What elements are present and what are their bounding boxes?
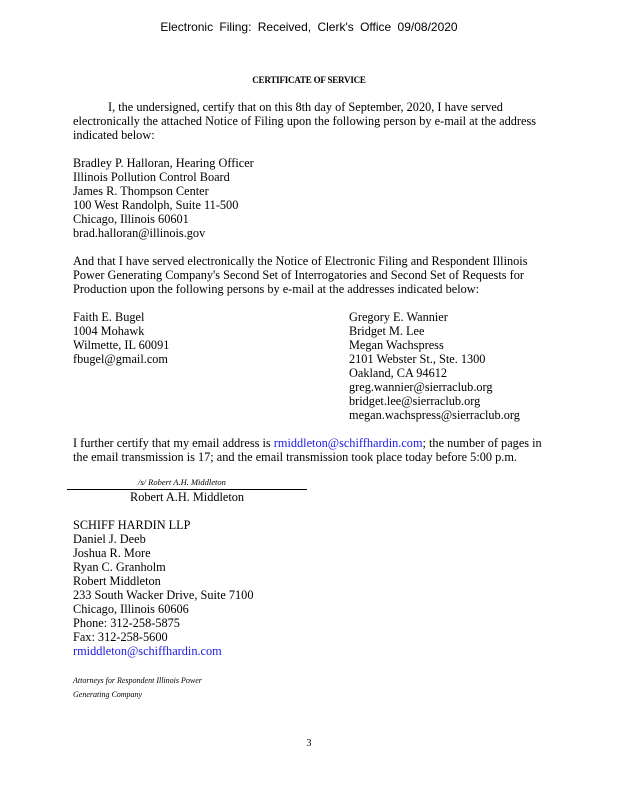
- signatory-name: Robert A.H. Middleton: [130, 490, 245, 504]
- firm-fax: Fax: 312-258-5600: [73, 630, 168, 644]
- firm-phone: Phone: 312-258-5875: [73, 616, 180, 630]
- hearing-officer-org: Illinois Pollution Control Board: [73, 170, 230, 184]
- second-para-line-1: And that I have served electronically the Notice of Electronic Filing and Respondent Illinois: [73, 254, 528, 268]
- hearing-officer-city: Chicago, Illinois 60601: [73, 212, 189, 226]
- filing-header: Electronic Filing: Received, Clerk's Office 09/08/2020: [160, 20, 458, 34]
- attorneys-for-line-2: Generating Company: [73, 690, 143, 699]
- second-para-line-2: Power Generating Company's Second Set of Interrogatories and Second Set of Requests for: [73, 268, 524, 282]
- hearing-officer-street: 100 West Randolph, Suite 11-500: [73, 198, 239, 212]
- signature-script: /s/ Robert A.H. Middleton: [138, 477, 226, 487]
- right-contact-street: 2101 Webster St., Ste. 1300: [349, 352, 486, 366]
- certify-line-1-post: ; the number of pages in: [422, 436, 542, 450]
- attorney-2: Joshua R. More: [73, 546, 151, 560]
- right-contact-email-3: megan.wachspress@sierraclub.org: [349, 408, 520, 422]
- certify-line-1-pre: I further certify that my email address is: [73, 436, 274, 450]
- page-number: 3: [306, 738, 312, 749]
- hearing-officer-name: Bradley P. Halloran, Hearing Officer: [73, 156, 254, 170]
- certify-email-link[interactable]: rmiddleton@schiffhardin.com: [273, 436, 423, 450]
- intro-line-3: indicated below:: [73, 128, 155, 142]
- attorneys-for-line-1: Attorneys for Respondent Illinois Power: [73, 676, 202, 685]
- left-contact-street: 1004 Mohawk: [73, 324, 145, 338]
- second-para-line-3: Production upon the following persons by e-mail at the addresses indicated below:: [73, 282, 480, 296]
- intro-line-2: electronically the attached Notice of Filing upon the following person by e-mail at the address: [73, 114, 537, 128]
- attorney-3: Ryan C. Granholm: [73, 560, 166, 574]
- attorney-4: Robert Middleton: [73, 574, 161, 588]
- right-contact-email-1: greg.wannier@sierraclub.org: [349, 380, 493, 394]
- left-contact-email: fbugel@gmail.com: [73, 352, 168, 366]
- right-contact-name-3: Megan Wachspress: [349, 338, 444, 352]
- left-contact-name: Faith E. Bugel: [73, 310, 145, 324]
- certify-line-2: the email transmission is 17; and the email transmission took place today before 5:00 p.m.: [73, 450, 517, 464]
- left-contact-city: Wilmette, IL 60091: [73, 338, 170, 352]
- document-title: CERTIFICATE OF SERVICE: [252, 75, 366, 85]
- hearing-officer-building: James R. Thompson Center: [73, 184, 209, 198]
- right-contact-email-2: bridget.lee@sierraclub.org: [349, 394, 481, 408]
- intro-line-1: I, the undersigned, certify that on this 8th day of September, 2020, I have served: [108, 100, 503, 114]
- certify-line-1: [73, 436, 542, 450]
- firm-street: 233 South Wacker Drive, Suite 7100: [73, 588, 254, 602]
- firm-name: SCHIFF HARDIN LLP: [73, 518, 191, 532]
- right-contact-city: Oakland, CA 94612: [349, 366, 448, 380]
- firm-city: Chicago, Illinois 60606: [73, 602, 189, 616]
- right-contact-name-1: Gregory E. Wannier: [349, 310, 448, 324]
- right-contact-name-2: Bridget M. Lee: [349, 324, 425, 338]
- firm-email-link[interactable]: rmiddleton@schiffhardin.com: [73, 644, 222, 658]
- hearing-officer-email: brad.halloran@illinois.gov: [73, 226, 206, 240]
- attorney-1: Daniel J. Deeb: [73, 532, 146, 546]
